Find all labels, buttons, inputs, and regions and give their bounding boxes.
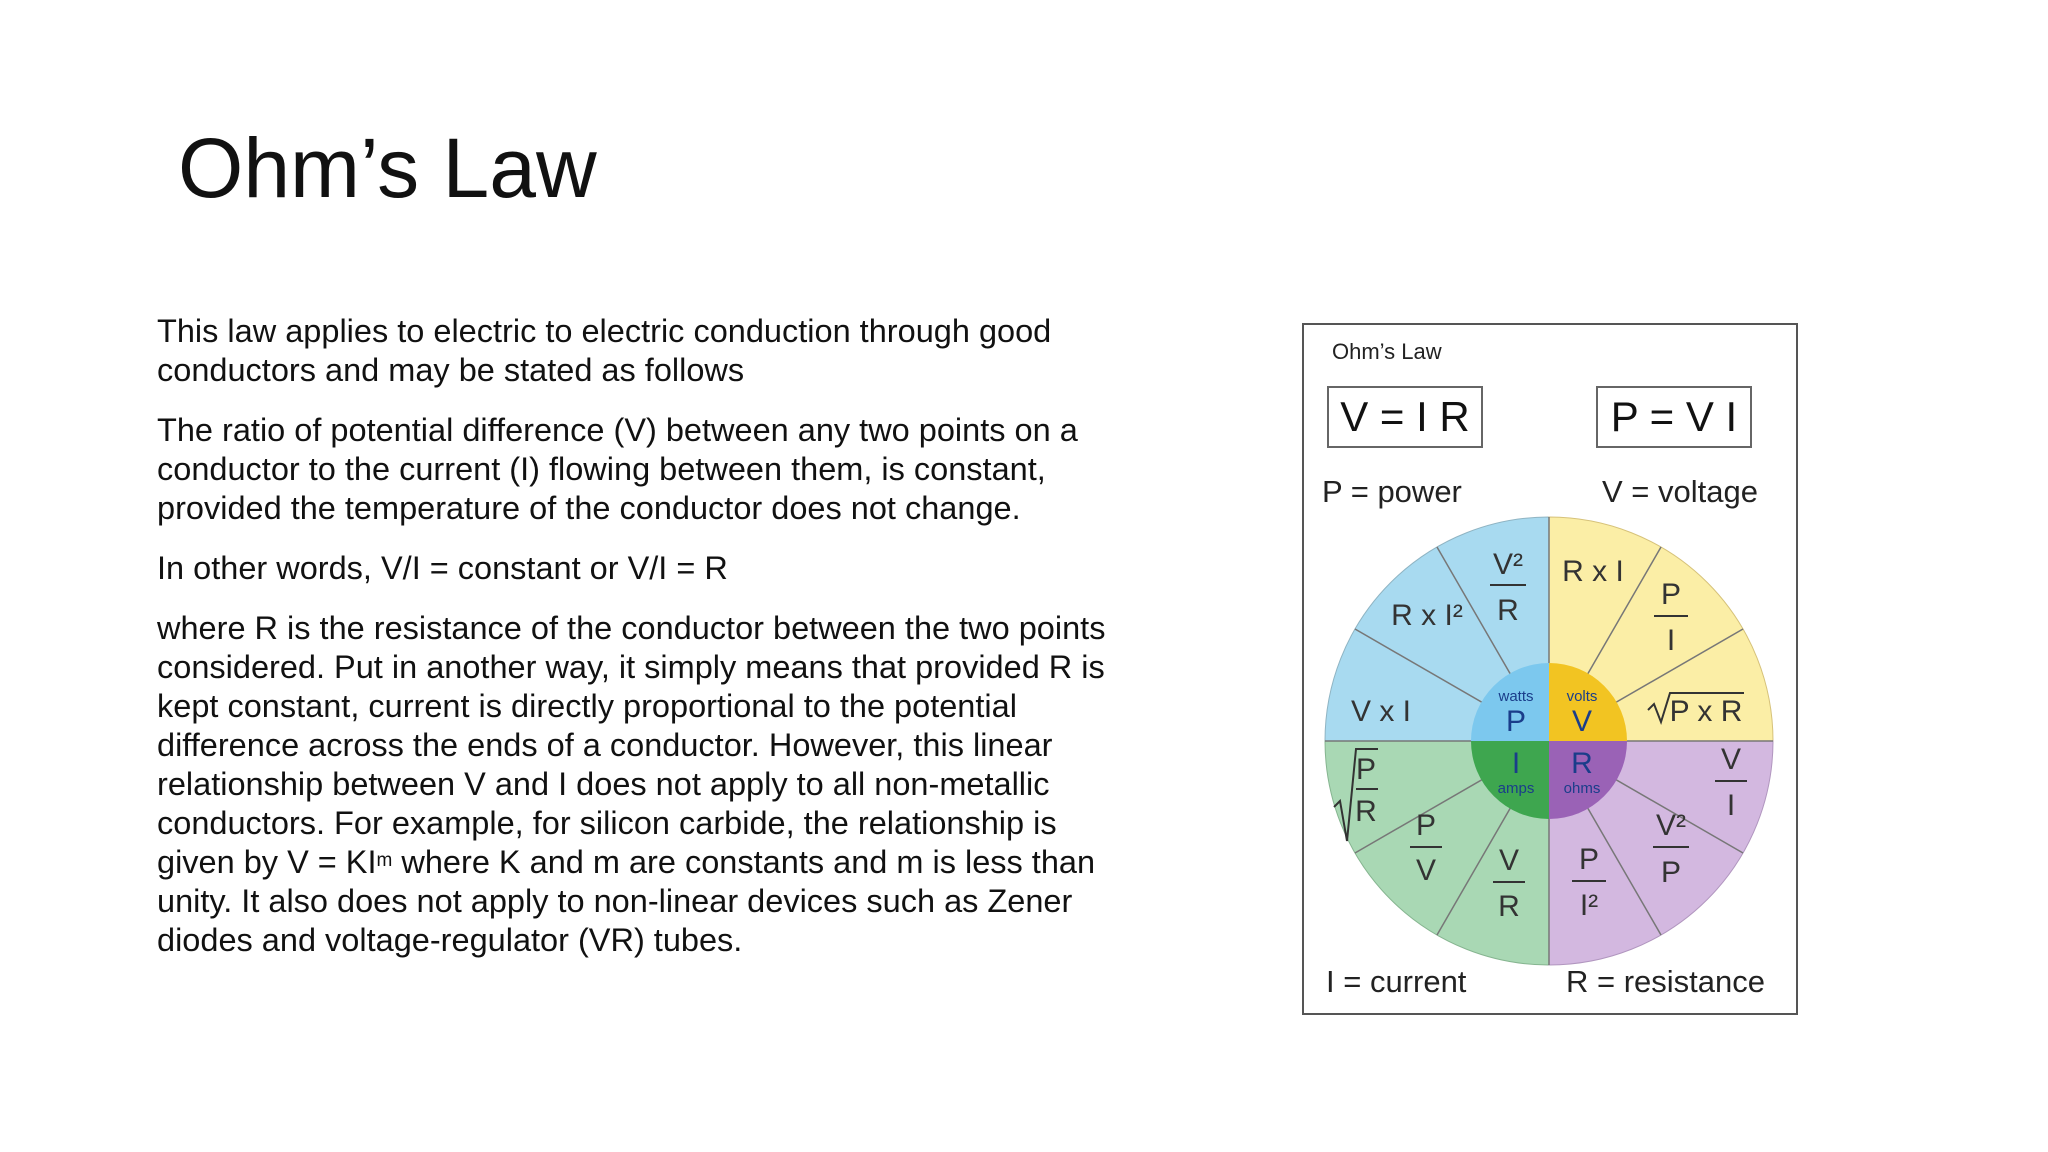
slide-body bbox=[157, 312, 1117, 981]
formula-v-over-r-den: R bbox=[1498, 890, 1520, 923]
explanation-text-start: where R is the resistance of the conductor between the two points considered. Put in another way, it simply means that provided R is kept constant, current is directly proportional to the potential difference across the ends of a conductor. However, this linear relationship between V and I does not apply to all non-metallic conductors. For example, for silicon carbide, the relationship is given by V = KI bbox=[157, 610, 1106, 880]
ohms-law-poster bbox=[1302, 323, 1798, 1015]
formula-v-times-i: V x I bbox=[1350, 695, 1412, 728]
formula-r-times-i2: R x I² bbox=[1391, 599, 1463, 632]
center-p: P bbox=[1505, 705, 1527, 738]
center-v: V bbox=[1571, 705, 1593, 738]
center-i: I bbox=[1511, 747, 1521, 780]
formula-v-over-r-num: V bbox=[1498, 844, 1520, 877]
center-r: R bbox=[1571, 747, 1593, 780]
formula-p-over-i-den: I bbox=[1666, 624, 1676, 657]
formula-v2-over-p-den: P bbox=[1660, 856, 1682, 889]
legend-resistance: R = resistance bbox=[1566, 964, 1766, 999]
legend-voltage: V = voltage bbox=[1602, 474, 1758, 509]
ohms-law-wheel-diagram bbox=[1304, 325, 1796, 1013]
unit-ohms: ohms bbox=[1563, 780, 1601, 797]
unit-watts: watts bbox=[1498, 688, 1534, 705]
paragraph-other-words: In other words, V/I = constant or V/I = R bbox=[157, 550, 728, 586]
formula-p-over-i2-num: P bbox=[1578, 843, 1600, 876]
unit-amps: amps bbox=[1497, 780, 1535, 797]
formula-pvi: P = V I bbox=[1610, 393, 1738, 440]
formula-vir: V = I R bbox=[1340, 393, 1470, 440]
formula-p-over-i2-den: I² bbox=[1579, 889, 1599, 922]
legend-current: I = current bbox=[1326, 964, 1467, 999]
formula-sqrt-p-over-r-num: P bbox=[1355, 753, 1377, 786]
unit-volts: volts bbox=[1566, 688, 1598, 705]
exponent-m: m bbox=[376, 850, 393, 871]
slide-title: Ohm’s Law bbox=[178, 121, 597, 215]
formula-v2-over-r-den: R bbox=[1497, 594, 1519, 627]
poster-title: Ohm’s Law bbox=[1332, 339, 1442, 364]
paragraph-explanation bbox=[157, 609, 1117, 960]
formula-r-times-i: R x I bbox=[1562, 555, 1624, 588]
legend-power: P = power bbox=[1322, 474, 1462, 509]
paragraph-definition: The ratio of potential difference (V) between any two points on a conductor to the current (I) flowing between them, is constant, provided the temperature of the conductor does not change. bbox=[157, 412, 1078, 526]
formula-sqrt-p-times-r: P x R bbox=[1669, 695, 1743, 728]
formula-v2-over-r-num: V² bbox=[1493, 548, 1523, 581]
explanation-text-end: where K and m are constants and m is less than unity. It also does not apply to non-linear devices such as Zener diodes and voltage-regulator (VR) tubes. bbox=[157, 844, 1096, 958]
paragraph-intro: This law applies to electric to electric conduction through good conductors and may be stated as follows bbox=[157, 313, 1052, 388]
formula-p-over-v-den: V bbox=[1415, 854, 1437, 887]
formula-p-over-v-num: P bbox=[1415, 809, 1437, 842]
formula-sqrt-p-over-r-den: R bbox=[1355, 795, 1377, 828]
formula-v2-over-p-num: V² bbox=[1656, 809, 1686, 842]
formula-v-over-i-den: I bbox=[1726, 789, 1736, 822]
formula-p-over-i-num: P bbox=[1660, 578, 1682, 611]
formula-v-over-i-num: V bbox=[1720, 743, 1742, 776]
